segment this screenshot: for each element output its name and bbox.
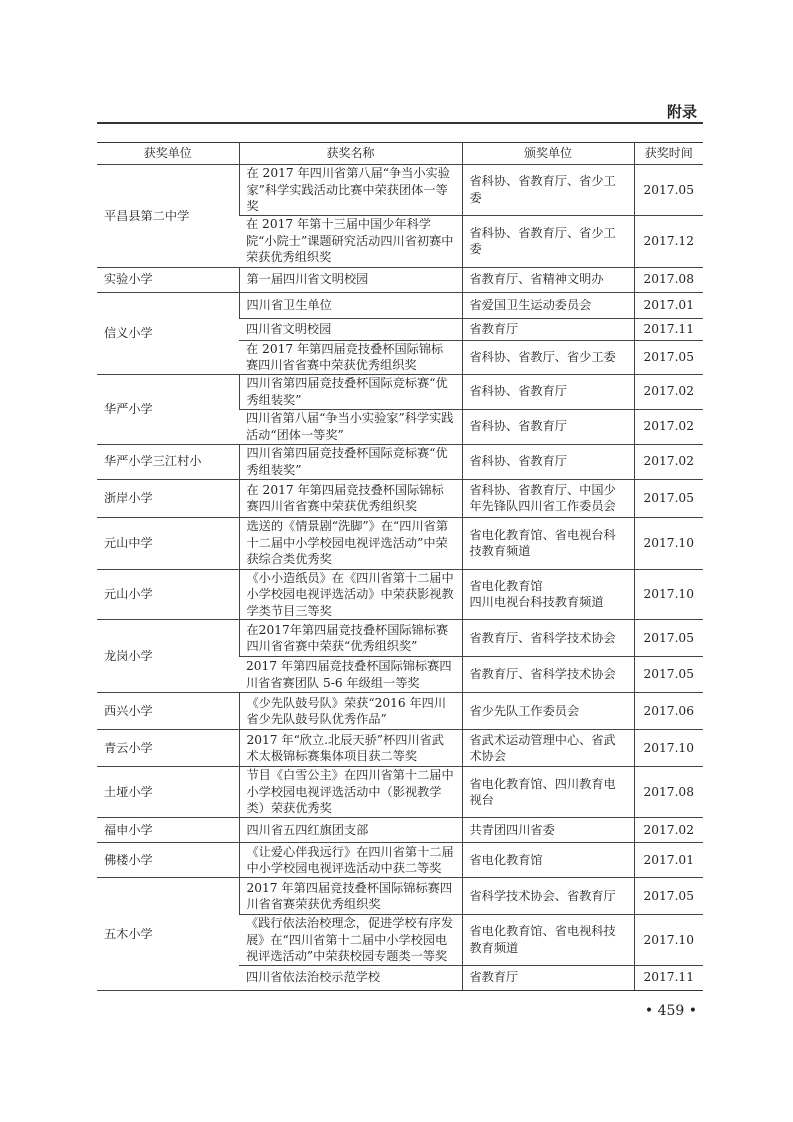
- table-row: [97, 479, 703, 517]
- award-name: 在 2017 年第四届竞技叠杯国际锦标赛四川省省赛中荣获优秀组织奖: [239, 479, 462, 517]
- table-row: [97, 730, 703, 767]
- award-unit: 龙岗小学: [97, 620, 239, 693]
- award-name: 四川省卫生单位: [239, 292, 462, 318]
- award-issuer: 省武术运动管理中心、省武术协会: [462, 730, 634, 767]
- award-issuer: 省电化教育馆、省电视科技教育频道: [462, 915, 634, 966]
- section-title: 附录: [666, 103, 697, 121]
- award-date: 2017.02: [634, 374, 703, 409]
- table-row: [97, 767, 703, 818]
- award-date: 2017.05: [634, 620, 703, 657]
- award-name: 四川省五四红旗团支部: [239, 818, 462, 843]
- award-issuer: 省电化教育馆、四川教育电视台: [462, 767, 634, 818]
- award-issuer: 省科协、省教育厅: [462, 444, 634, 479]
- award-issuer: 省电化教育馆 四川电视台科技教育频道: [462, 569, 634, 620]
- award-date: 2017.02: [634, 444, 703, 479]
- award-unit: 西兴小学: [97, 693, 239, 730]
- award-unit: 元山小学: [97, 569, 239, 620]
- award-unit: 青云小学: [97, 730, 239, 767]
- award-date: 2017.11: [634, 965, 703, 990]
- award-date: 2017.10: [634, 569, 703, 620]
- award-unit: 五木小学: [97, 878, 239, 991]
- award-date: 2017.05: [634, 340, 703, 374]
- table-row: [97, 165, 703, 216]
- award-unit: 平昌县第二中学: [97, 165, 239, 268]
- award-issuer: 省电化教育馆: [462, 843, 634, 878]
- table-row: [97, 267, 703, 292]
- award-date: 2017.02: [634, 409, 703, 444]
- award-name: 2017 年“欣立.北辰天骄”杯四川省武术太极锦标赛集体项目获二等奖: [239, 730, 462, 767]
- award-issuer: 省教育厅、省科学技术协会: [462, 657, 634, 693]
- award-issuer: 省教育厅: [462, 965, 634, 990]
- award-name: 四川省依法治校示范学校: [239, 965, 462, 990]
- award-unit: 华严小学: [97, 374, 239, 444]
- award-name: 在 2017 年第十三届中国少年科学院“小院士”课题研究活动四川省初赛中荣获优秀组织奖: [239, 215, 462, 267]
- table-row: [97, 843, 703, 878]
- column-header-award: 获奖名称: [239, 143, 462, 165]
- header-rule: [97, 122, 703, 124]
- column-header-date: 获奖时间: [634, 143, 703, 165]
- award-issuer: 省科协、省教育厅、省少工委: [462, 215, 634, 267]
- award-issuer: 省少先队工作委员会: [462, 693, 634, 730]
- award-name: 《小小造纸员》在《四川省第十二届中小学校园电视评选活动》中荣获影视教学类节目三等奖: [239, 569, 462, 620]
- award-name: 四川省文明校园: [239, 318, 462, 340]
- award-name: 四川省第八届“争当小实验家”科学实践活动“团体一等奖”: [239, 409, 462, 444]
- award-date: 2017.02: [634, 818, 703, 843]
- award-date: 2017.05: [634, 165, 703, 216]
- award-issuer: 省科协、省教厅、省少工委: [462, 340, 634, 374]
- award-name: 《践行依法治校理念，促进学校有序发展》在“四川省第十二届中小学校园电视评选活动”中荣获校园专题类一等奖: [239, 915, 462, 966]
- award-date: 2017.08: [634, 767, 703, 818]
- award-issuer: 省爱国卫生运动委员会: [462, 292, 634, 318]
- table-header-row: [97, 143, 703, 165]
- page-number: • 459 •: [644, 1003, 697, 1019]
- award-unit: 福申小学: [97, 818, 239, 843]
- award-unit: 实验小学: [97, 267, 239, 292]
- award-name: 在 2017 年四川省第八届“争当小实验家”科学实践活动比赛中荣获团体一等奖: [239, 165, 462, 216]
- award-date: 2017.05: [634, 878, 703, 915]
- table-row: [97, 374, 703, 409]
- award-name: 四川省第四届竞技叠杯国际竞标赛“优秀组装奖”: [239, 444, 462, 479]
- table-row: [97, 620, 703, 657]
- table-row: [97, 292, 703, 318]
- column-header-unit: 获奖单位: [97, 143, 239, 165]
- award-unit: 土垭小学: [97, 767, 239, 818]
- award-name: 选送的《情景剧“洗脚”》在“四川省第十二届中小学校园电视评选活动”中荣获综合类优秀奖: [239, 517, 462, 569]
- award-unit: 浙岸小学: [97, 479, 239, 517]
- award-issuer: 省教育厅、省科学技术协会: [462, 620, 634, 657]
- table-row: [97, 693, 703, 730]
- award-unit: 元山中学: [97, 517, 239, 569]
- award-date: 2017.06: [634, 693, 703, 730]
- awards-table: [97, 142, 703, 991]
- award-date: 2017.01: [634, 292, 703, 318]
- award-date: 2017.10: [634, 517, 703, 569]
- award-issuer: 省科协、省教育厅: [462, 409, 634, 444]
- award-unit: 信义小学: [97, 292, 239, 374]
- award-issuer: 共青团四川省委: [462, 818, 634, 843]
- award-unit: 华严小学三江村小: [97, 444, 239, 479]
- award-name: 《少先队鼓号队》荣获“2016 年四川省少先队鼓号队优秀作品”: [239, 693, 462, 730]
- award-unit: 佛楼小学: [97, 843, 239, 878]
- award-date: 2017.05: [634, 657, 703, 693]
- award-date: 2017.12: [634, 215, 703, 267]
- award-issuer: 省科协、省教育厅: [462, 374, 634, 409]
- award-date: 2017.08: [634, 267, 703, 292]
- award-date: 2017.01: [634, 843, 703, 878]
- award-date: 2017.10: [634, 915, 703, 966]
- award-issuer: 省电化教育馆、省电视台科技教育频道: [462, 517, 634, 569]
- award-date: 2017.05: [634, 479, 703, 517]
- award-name: 节目《白雪公主》在四川省第十二届中小学校园电视评选活动中（影视教学类）荣获优秀奖: [239, 767, 462, 818]
- award-name: 四川省第四届竞技叠杯国际竞标赛“优秀组装奖”: [239, 374, 462, 409]
- table-row: [97, 444, 703, 479]
- award-name: 2017 年第四届竞技叠杯国际锦标赛四川省省赛荣获优秀组织奖: [239, 878, 462, 915]
- award-issuer: 省科协、省教育厅、中国少年先锋队四川省工作委员会: [462, 479, 634, 517]
- award-name: 在2017年第四届竞技叠杯国际锦标赛四川省省赛中荣获“优秀组织奖”: [239, 620, 462, 657]
- column-header-issuer: 颁奖单位: [462, 143, 634, 165]
- award-name: 2017 年第四届竞技叠杯国际锦标赛四川省省赛团队 5-6 年级组一等奖: [239, 657, 462, 693]
- award-date: 2017.11: [634, 318, 703, 340]
- table-row: [97, 517, 703, 569]
- award-issuer: 省科协、省教育厅、省少工委: [462, 165, 634, 216]
- award-name: 在 2017 年第四届竞技叠杯国际锦标赛四川省省赛中荣获优秀组织奖: [239, 340, 462, 374]
- award-issuer: 省科学技术协会、省教育厅: [462, 878, 634, 915]
- award-name: 第一届四川省文明校园: [239, 267, 462, 292]
- table-row: [97, 818, 703, 843]
- award-issuer: 省教育厅、省精神文明办: [462, 267, 634, 292]
- award-date: 2017.10: [634, 730, 703, 767]
- table-row: [97, 878, 703, 915]
- award-name: 《让爱心伴我远行》在四川省第十二届中小学校园电视评选活动中获二等奖: [239, 843, 462, 878]
- table-row: [97, 569, 703, 620]
- award-issuer: 省教育厅: [462, 318, 634, 340]
